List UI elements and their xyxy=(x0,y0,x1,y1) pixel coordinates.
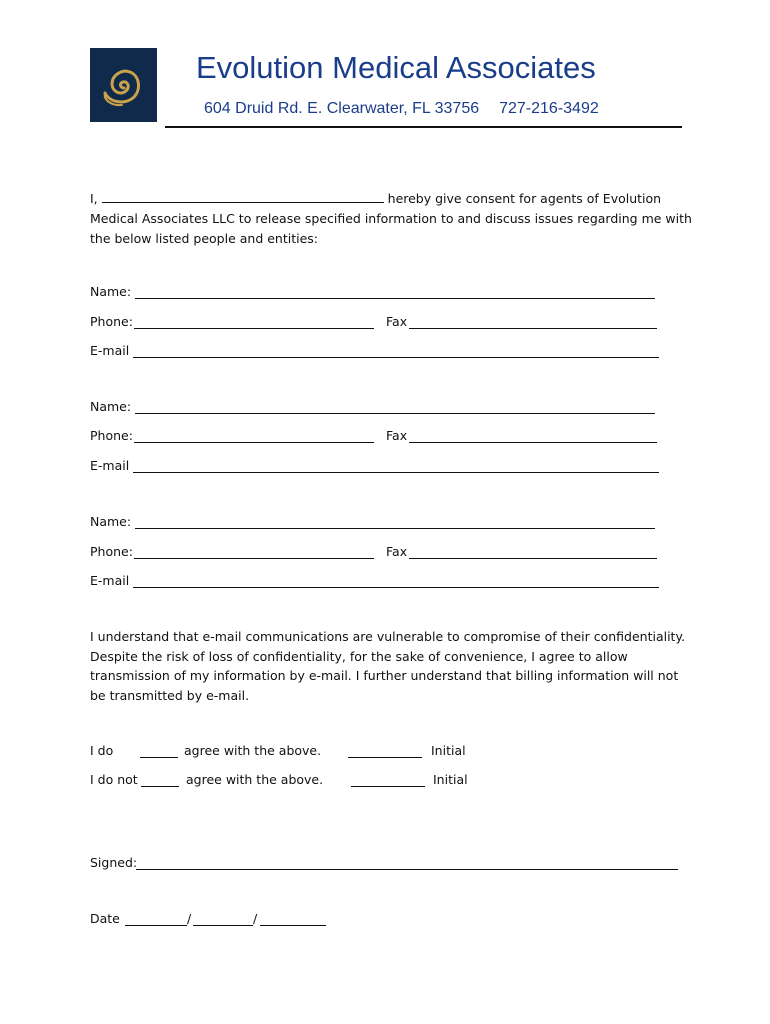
contact-2-name-field[interactable] xyxy=(90,399,131,417)
date-month-line[interactable] xyxy=(125,925,187,926)
agree-text: agree with the above. xyxy=(184,743,322,758)
email-line[interactable] xyxy=(133,472,659,473)
consent-line-2: Medical Associates LLC to release specified information to and discuss issues regarding me with xyxy=(90,211,692,226)
name-label: Name: xyxy=(90,284,132,299)
company-logo xyxy=(90,48,157,122)
company-address: 604 Druid Rd. E. Clearwater, FL 33756 xyxy=(204,100,480,117)
spiral-shell-icon xyxy=(90,48,157,122)
i-do-label: I do xyxy=(90,743,114,758)
fax-label: Fax xyxy=(386,314,408,329)
email-notice-line-3: transmission of my information by e-mail. I further understand that billing information will not xyxy=(90,668,679,683)
consent-line1-text: hereby give consent for agents of Evolution xyxy=(387,191,662,206)
email-line[interactable] xyxy=(133,357,659,358)
name-label: Name: xyxy=(90,399,132,414)
fax-line[interactable] xyxy=(409,558,657,559)
name-line[interactable] xyxy=(135,298,655,299)
name-label: Name: xyxy=(90,514,132,529)
consent-name-blank[interactable] xyxy=(102,189,384,203)
initial-blank[interactable] xyxy=(351,786,425,787)
email-notice-line-4: be transmitted by e-mail. xyxy=(90,687,250,703)
header-divider xyxy=(165,126,682,128)
date-separator: / xyxy=(187,911,192,926)
date-label: Date xyxy=(90,911,120,926)
phone-line[interactable] xyxy=(134,558,374,559)
email-notice-paragraph xyxy=(90,627,690,705)
i-do-not-blank[interactable] xyxy=(141,786,179,787)
i-do-blank[interactable] xyxy=(140,757,178,758)
initial-blank[interactable] xyxy=(348,757,422,758)
fax-line[interactable] xyxy=(409,442,657,443)
email-label: E-mail xyxy=(90,573,130,588)
email-line[interactable] xyxy=(133,587,659,588)
phone-label: Phone: xyxy=(90,314,133,329)
contact-2-phone-fax-field[interactable] xyxy=(90,428,408,446)
consent-line-3: the below listed people and entities: xyxy=(90,231,318,246)
company-address-line xyxy=(204,100,674,118)
phone-line[interactable] xyxy=(134,328,374,329)
email-notice-line-1: I understand that e-mail communications are vulnerable to compromise of their confidentiality. xyxy=(90,629,686,644)
i-do-not-label: I do not xyxy=(90,772,138,787)
email-notice-line-2: Despite the risk of loss of confidentiality, for the sake of convenience, I agree to allow xyxy=(90,648,628,664)
email-label: E-mail xyxy=(90,458,130,473)
agree-row xyxy=(90,743,690,761)
phone-label: Phone: xyxy=(90,428,133,443)
contact-1-phone-fax-field[interactable] xyxy=(90,314,408,332)
fax-label: Fax xyxy=(386,544,408,559)
disagree-row xyxy=(90,772,690,790)
contact-1-email-field[interactable] xyxy=(90,343,129,361)
contact-3-phone-fax-field[interactable] xyxy=(90,544,408,562)
signature-field[interactable] xyxy=(90,855,690,873)
contact-3-name-field[interactable] xyxy=(90,514,131,532)
consent-line-1 xyxy=(90,189,690,209)
date-year-line[interactable] xyxy=(260,925,326,926)
fax-line[interactable] xyxy=(409,328,657,329)
signed-label: Signed: xyxy=(90,855,138,870)
date-separator: / xyxy=(253,911,258,926)
contact-3-email-field[interactable] xyxy=(90,573,129,591)
phone-line[interactable] xyxy=(134,442,374,443)
phone-label: Phone: xyxy=(90,544,133,559)
contact-1-name-field[interactable] xyxy=(90,284,131,302)
date-day-line[interactable] xyxy=(193,925,253,926)
initial-label: Initial xyxy=(433,772,468,787)
email-label: E-mail xyxy=(90,343,130,358)
contact-2-email-field[interactable] xyxy=(90,458,129,476)
consent-prefix: I, xyxy=(90,191,98,206)
initial-label: Initial xyxy=(431,743,466,758)
name-line[interactable] xyxy=(135,413,655,414)
fax-label: Fax xyxy=(386,428,408,443)
consent-paragraph xyxy=(90,189,690,249)
agree-text: agree with the above. xyxy=(186,772,324,787)
signature-line[interactable] xyxy=(136,869,678,870)
company-phone: 727-216-3492 xyxy=(499,100,599,117)
company-name: Evolution Medical Associates xyxy=(196,50,596,85)
name-line[interactable] xyxy=(135,528,655,529)
date-field[interactable] xyxy=(90,911,690,929)
